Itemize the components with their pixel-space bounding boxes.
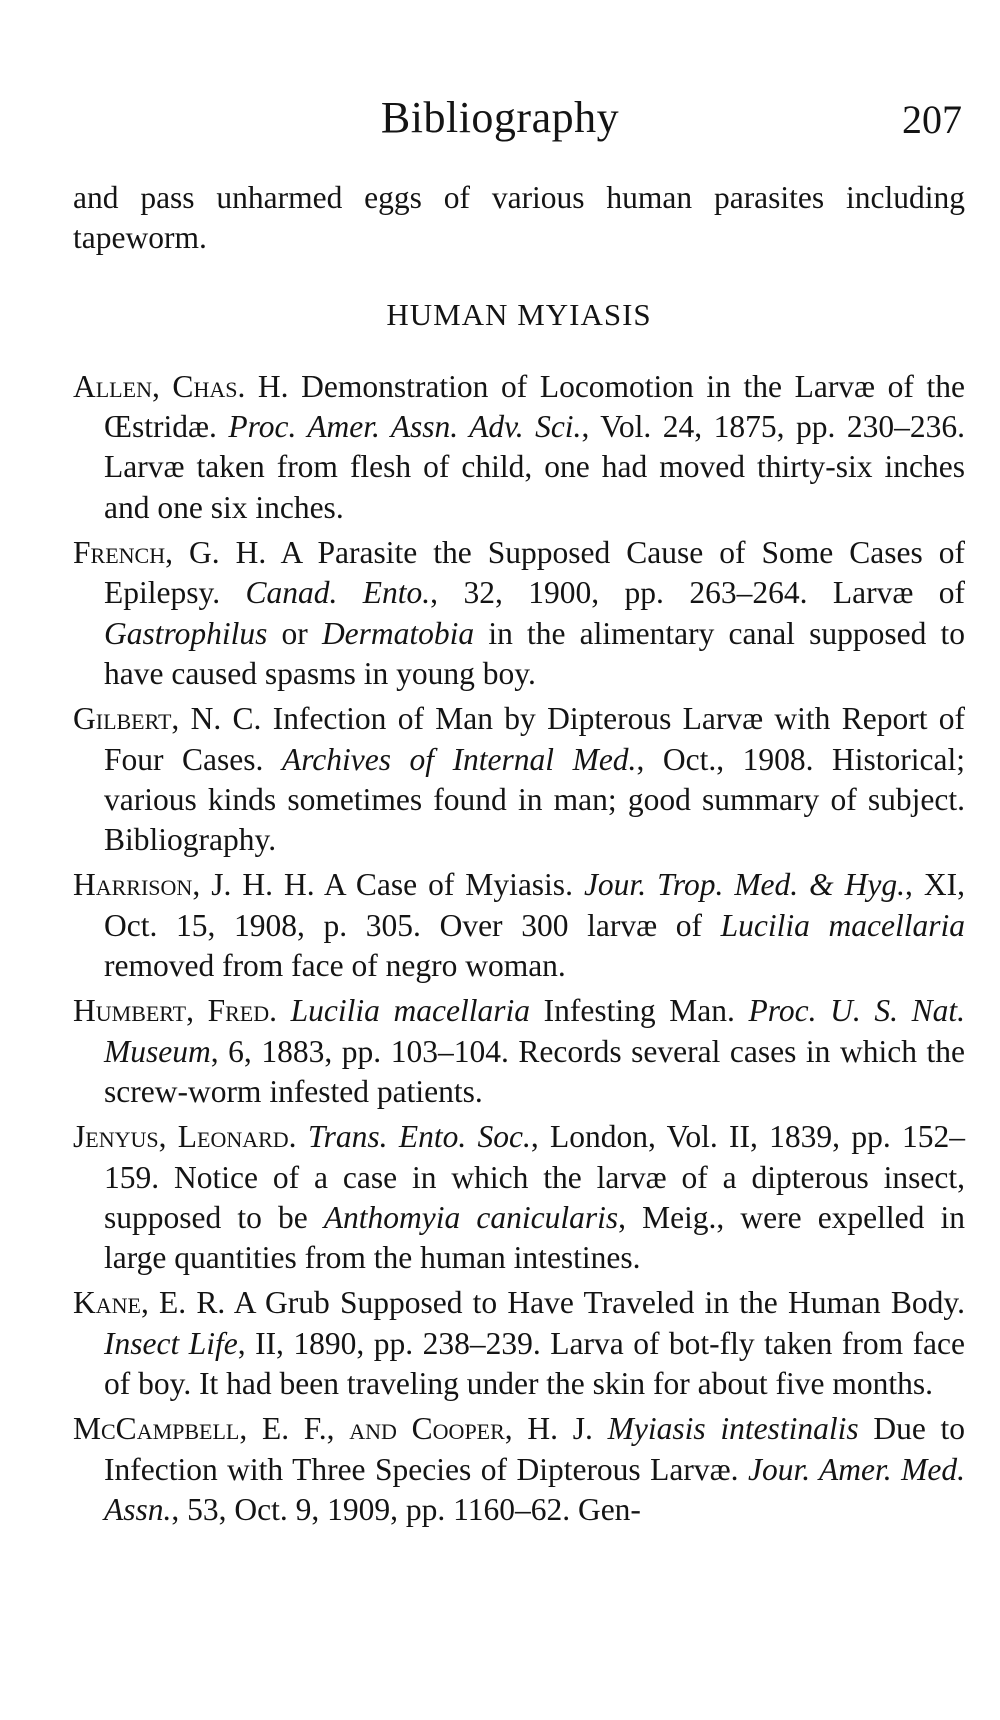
entry-author: McCampbell, E. F., and Cooper, H. J. bbox=[73, 1411, 593, 1447]
entry-author: Humbert, Fred. bbox=[73, 993, 278, 1029]
intro-paragraph: and pass unharmed eggs of various human parasites including tapeworm. bbox=[73, 180, 965, 256]
bibliography-entry bbox=[73, 865, 965, 986]
entry-title: A Parasite the Supposed Cause of Some Cases of Epilepsy. bbox=[104, 535, 966, 611]
bibliography-entry bbox=[73, 991, 965, 1112]
bibliography-entry bbox=[73, 1409, 965, 1530]
entry-title: Demonstration of Locomotion in the Larvæ of the Œstridæ. bbox=[104, 368, 965, 445]
entry-details: , 32, 1900, pp. 263–264. Larvæ of bbox=[430, 575, 965, 611]
entry-details: , Oct., 1908. Historical; various kinds sometimes found in man; good summary of subject. Bibliography. bbox=[104, 741, 965, 858]
entry-journal: Proc. U. S. Nat. Museum bbox=[104, 993, 966, 1069]
entry-journal: Archives of Internal Med. bbox=[281, 741, 637, 777]
entry-journal: Proc. Amer. Assn. Adv. Sci. bbox=[228, 409, 582, 445]
entry-author: French, G. H. bbox=[73, 535, 267, 571]
entry-details: , Vol. 24, 1875, pp. 230–236. Larvæ taken from flesh of child, one had moved thirty-six inches and one six inches. bbox=[104, 409, 965, 525]
entry-author: Harrison, J. H. H. bbox=[73, 867, 315, 903]
running-head bbox=[0, 92, 1000, 152]
entry-title: Infesting Man. bbox=[530, 993, 749, 1029]
entry-journal: Jour. Amer. Med. Assn. bbox=[104, 1451, 965, 1527]
entry-genus: Gastrophilus bbox=[104, 615, 268, 651]
entry-species: Lucilia macellaria bbox=[290, 993, 531, 1029]
entry-title: Due to Infection with Three Species of Dipterous Larvæ. bbox=[104, 1411, 966, 1487]
bibliography-entry bbox=[73, 533, 965, 694]
bibliography-entry bbox=[73, 367, 965, 528]
entry-details: in the alimentary canal supposed to have caused spasms in young boy. bbox=[104, 615, 965, 691]
entry-details: , Meig., were expelled in large quantities from the human intestines. bbox=[104, 1199, 965, 1276]
bibliography-entry bbox=[73, 699, 965, 860]
page-title: Bibliography bbox=[380, 93, 620, 142]
entry-title: Infection of Man by Dipterous Larvæ with Report of Four Cases. bbox=[104, 701, 965, 777]
entry-details: , 6, 1883, pp. 103–104. Records several cases in which the screw-worm infested patients. bbox=[104, 1033, 965, 1109]
entry-journal: Canad. Ento. bbox=[245, 575, 431, 611]
entry-author: Allen, Chas. H. bbox=[73, 368, 289, 404]
entry-species: Myiasis intestinalis bbox=[607, 1411, 859, 1447]
entry-title: A Grub Supposed to Have Traveled in the Human Body. bbox=[225, 1285, 965, 1321]
page-body bbox=[73, 178, 965, 1535]
entry-journal: Trans. Ento. Soc. bbox=[307, 1119, 531, 1155]
entry-details: , 53, Oct. 9, 1909, pp. 1160–62. Gen- bbox=[171, 1491, 641, 1527]
section-heading: HUMAN MYIASIS bbox=[386, 296, 652, 332]
entry-species: Anthomyia canicularis bbox=[323, 1199, 619, 1235]
entry-journal: Jour. Trop. Med. & Hyg. bbox=[583, 867, 906, 903]
entry-journal: Insect Life bbox=[104, 1325, 238, 1361]
entry-species: Lucilia macellaria bbox=[720, 907, 965, 943]
entry-connector: or bbox=[267, 615, 322, 651]
entry-details: , XI, Oct. 15, 1908, p. 305. Over 300 larvæ of bbox=[104, 867, 966, 943]
entry-details: removed from face of negro woman. bbox=[104, 948, 566, 984]
bibliography-entry bbox=[73, 1283, 965, 1404]
entry-details: , II, 1890, pp. 238–239. Larva of bot-fly taken from face of boy. It had been traveling under the skin for about five months. bbox=[104, 1325, 966, 1402]
bibliography-entry bbox=[73, 1117, 965, 1278]
entry-author: Gilbert, N. C. bbox=[73, 701, 262, 737]
entry-genus: Dermatobia bbox=[321, 615, 475, 651]
entry-author: Jenyus, Leonard. bbox=[73, 1119, 297, 1155]
entry-author: Kane, E. R. bbox=[73, 1285, 226, 1321]
page-number: 207 bbox=[902, 97, 962, 142]
entry-title: A Case of Myiasis. bbox=[314, 867, 584, 903]
entry-details: , London, Vol. II, 1839, pp. 152–159. Notice of a case in which the larvæ of a dipterous insect, supposed to be bbox=[104, 1119, 966, 1235]
